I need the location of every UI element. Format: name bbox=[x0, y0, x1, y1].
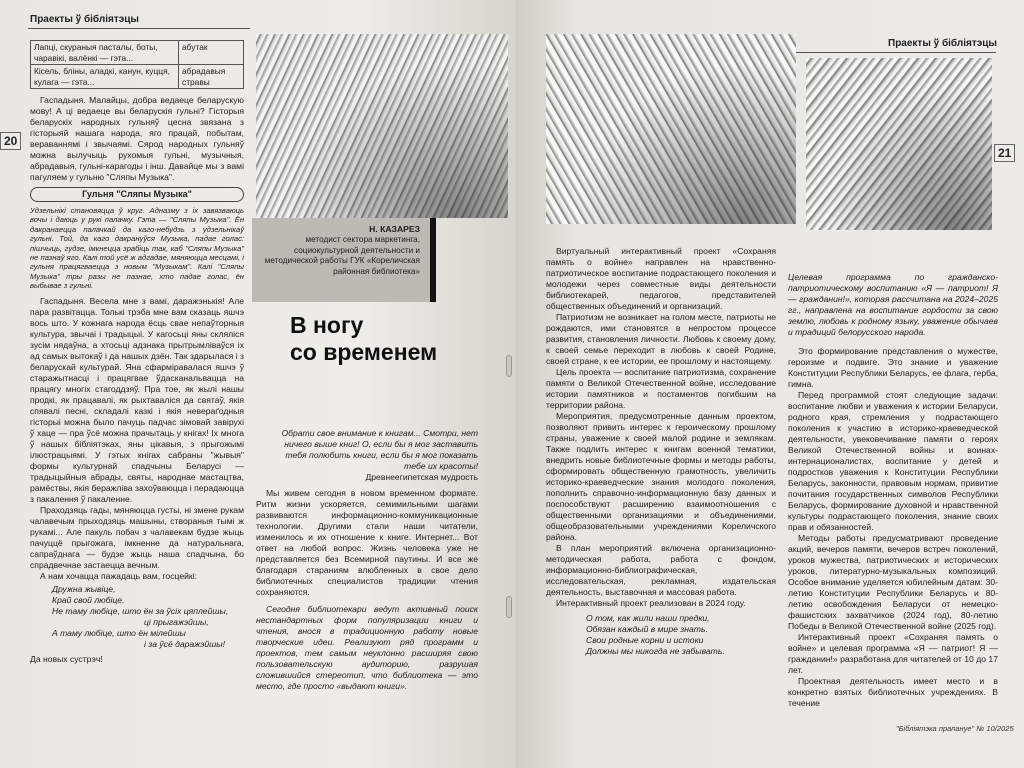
author-bar bbox=[430, 218, 436, 302]
poem-line: ці прыгажэйшы, bbox=[144, 616, 209, 627]
paragraph: Патриотизм не возникает на голом месте, патриоты не рождаются, ими становятся в непростом процессе развития, становления личности. Любовь к своему дому, к своей семье переходит в любовь к своей Родине, своей стране, к ее истории, ее прошлому и настоящему. bbox=[546, 312, 776, 366]
poem-line: Обязан каждый в мире знать. bbox=[586, 624, 708, 634]
table-row bbox=[31, 65, 244, 89]
table-row bbox=[31, 41, 244, 65]
paragraph: Цель проекта — воспитание патриотизма, сохранение памяти о Великой Отечественной войне, исследование истории памятников и постаментов погибшим на территории района. bbox=[546, 367, 776, 410]
program-note: Целевая программа по гражданско-патриотическому воспитанию «Я — патриот! Я — гражданин!», которая рассчитана на 2024–2025 гг., направлена на воспитание гордости за свою землю, любовь к родному языку, уважение обычаев и традиций белорусского народа. bbox=[788, 272, 998, 337]
epigraph-source: Древнеегипетская мудрость bbox=[365, 472, 478, 482]
poem-line: А таму любіце, што ён мілейшы bbox=[52, 627, 186, 638]
left-column-2 bbox=[256, 428, 478, 692]
books-photo bbox=[546, 34, 796, 224]
paragraph: Мы живем сегодня в новом временном формате. Ритм жизни ускоряется, семимильными шагами развиваются информационно-коммуникационные технологии. Другими стали наши читатели, изменилось и их отношение к книге. Интернет... Вот ответ на любой вопрос. Жизнь человека уже не представляется без Всемирной паутины. И все же благодаря стараниям влюбленных в свое дело библиотечных специалистов традиции чтения сохраняются. bbox=[256, 488, 478, 597]
table-cell: абрадавыя стравы bbox=[179, 65, 244, 89]
left-header-rule bbox=[28, 28, 250, 29]
right-page bbox=[516, 0, 1024, 768]
paragraph: В план мероприятий включена организационно-методическая работа, работа с фондом, информационно-библиографическая, исследовательская, рекламная, издательская деятельность, выставочная и массовая работа. bbox=[546, 543, 776, 597]
poem-line: і за ўсё даражэйшы! bbox=[144, 638, 225, 649]
paragraph: Перед программой стоят следующие задачи: воспитание любви и уважения к истории Беларуси, родного края, стремления у подрастающего поколения к участию в историко-краеведческой деятельности, увековечивание памяти о героях Великой Отечественной войны и воинах-интернационалистах, воспитание у детей и подростков уважения к Конституции Республики Беларусь, законности, правовым нормам, привитие почитания государственных символов Республики Беларусь, формирование духовной и нравственной культуры подрастающего поколения, знание своих прав и обязанностей. bbox=[788, 390, 998, 532]
paragraph: Гаспадыня. Весела мне з вамі, даражэнькія! Але пара развітацца. Толькі трэба мне вам сказаць яшчэ вось што. У кожнага народа ёсць свае непаўторныя культура, звычаі і традыцыі. У кагосьці яны скляліся зусім нядаўна, а хтосьці адзнака прытрымліваўся іх ад самых вытокаў і да нашых дзён. Так здарылася і з беларускай культурай. Яна сфарміравалася яшчэ ў старажытнасці і працягвае ўдасканальвацца на працягу многіх стагоддзяў. Пра тое, як жылі нашы продкі, як працавалі, як рыхтаваліся да святаў, якія спявалі песні, складалі казкі і якія невераґодныя гісторыі можна было пачуць падчас зімовай завірухі ў хаце — пра ўсё можна прачытаць у кнігах! Іх многа ў нашых бібліятэках, яны цікавыя, з прыгожымі ілюстрацыямі. У гэтых кнігах сабраны "жывыя" формы культурнай спадчыны Беларусі — традыцыйныя абрады, святы, народнае мастацтва, рамёствы, якія беражліва захоўваюцца і перадаюцца з пакалення ў пакаленне. bbox=[30, 295, 244, 504]
poem-line: Свои родные корни и истоки bbox=[586, 635, 704, 645]
left-header-title: Праекты ў бібліятэцы bbox=[30, 14, 139, 25]
quiz-table bbox=[30, 40, 244, 89]
footer-note: "Бібліятэка прапануе" № 10/2025 bbox=[896, 724, 1014, 733]
poem-line: Должны мы никогда не забывать. bbox=[586, 646, 725, 656]
game-description: Удзельнікі становяцца ў круг. Адназму з іх завязваюць вочы і даюць у рукі палачку. Гэта — "Сляпы Музыка". Ён дакранаецца палачкай да каго-небудзь з удзельнікаў гульні. Той, да каго дакрануўся Музыка, падае голас: пішчыць, гудзе, імкнецца зрабіць так, каб "Сляпы Музыка" не пазнаў яго. Калі той усё ж адгадае, мяняюцца месцамі, і гульня працягваецца з новым "Музыкам". Калі "Сляпы Музыка" тры разы не пазнае, хто падае голас, ён выбывае з гульні. bbox=[30, 206, 244, 291]
paragraph: Мероприятия, предусмотренные данным проектом, позволяют привить интерес к героическому прошлому страны, уважение к своей малой родине и землякам. Также подлить интерес к книгам военной тематики, внедрить новые библиотечные формы и методы работы, сформировать общественную грамотность, увеличить историко-краеведческие знания молодого поколения, пополнить справочно-информационную базу данных и поспособствуют расширению взаимоотношения с общественными организациями и объединениями, общеобразовательными учреждениями Кореличского района. bbox=[546, 411, 776, 542]
author-name: Н. КАЗАРЕЗ bbox=[369, 224, 420, 234]
paragraph: Интерактивный проект реализован в 2024 году. bbox=[556, 598, 746, 608]
right-page-number: 21 bbox=[994, 144, 1015, 162]
poem bbox=[30, 584, 244, 650]
epigraph: Обрати свое внимание к книгам... Смотри, нет ничего выше книг! О, если бы я мог заставить тебя полюбить книги, если бы я мог показать тебе их красоты! bbox=[281, 428, 478, 471]
paragraph: Виртуальный интерактивный проект «Сохраняя память о войне» направлен на нравственно-патриотическое воспитание подрастающего поколения и молодежи через совместные виды деятельности библиотекарей, педагогов, представителей общественных объединений и организаций. bbox=[546, 246, 776, 311]
farewell: Да новых сустрэч! bbox=[30, 653, 103, 664]
right-header-title: Праекты ў бібліятэцы bbox=[888, 38, 997, 49]
paragraph: Интерактивный проект «Сохраняя память о войне» и целевая программа «Я — патриот! Я — гражданин!» разработана для читателей от 10 до 17 лет. bbox=[788, 632, 998, 675]
right-column-2 bbox=[788, 272, 998, 709]
table-cell: Лапці, скураныя пасталы, боты, чаравікі, валёнкі — гэта... bbox=[31, 41, 179, 65]
table-cell: Кісель, бліны, аладкі, канун, куцця, кулага — гэта... bbox=[31, 65, 179, 89]
paragraph: Это формирование представления о мужестве, героизме и подвиге. Это знание и уважение Конституции Республики Беларусь, ее флага, герба, гимна. bbox=[788, 346, 998, 389]
article-title-line: В ногу bbox=[290, 312, 364, 338]
right-column-1 bbox=[546, 246, 776, 657]
paragraph: Методы работы предусматривают проведение акций, вечеров памяти, вечеров встреч поколений, уроков мужества, патриотических и исторических уроков, литературно-музыкальных композиций. Особое внимание уделяется юбилейным датам: 30-летию Конституции Республики Беларусь и 80-летию освобождения Беларуси от немецко-фашистских захватчиков (2024 год), 80-летию Победы в Великой Отечественной войне (2025 год). bbox=[788, 533, 998, 631]
article-title-line: со временем bbox=[290, 339, 438, 365]
staple bbox=[506, 355, 512, 377]
paragraph: Сегодня библиотекари ведут активный поиск нестандартных форм популяризации книги и чтения, внося в традиционную работу новые творческие идеи. Реализуют ряд программ и проектов, тем самым неуклонно расширяя свою пользовательскую аудиторию, разрушая сложившийся стереотип, что библиотека — это место, где просто «выдают книги». bbox=[256, 604, 478, 691]
table-cell: абутак bbox=[179, 41, 244, 65]
poem-line: О том, как жили наши предки, bbox=[586, 613, 710, 623]
paragraph: А нам хочацца пажадаць вам, госцейкі: bbox=[40, 570, 197, 581]
author-box bbox=[252, 218, 430, 302]
poem bbox=[546, 613, 776, 657]
paragraph: Проектная деятельность имеет место и в конкретно взятых библиотечных учреждениях. В течение bbox=[788, 676, 998, 708]
poem-line: Не таму любіце, што ён за ўсіх цяплейшы, bbox=[52, 605, 229, 616]
books-photo bbox=[806, 58, 992, 230]
left-page-number: 20 bbox=[0, 132, 21, 150]
books-photo bbox=[256, 34, 508, 218]
paragraph: Праходзяць гады, мяняюцца густы, ні змене рукам чалавечым прыходзяць машыны, створаныя тымі ж рукамі... Але пакуль побач з чалавекам будзе жыць пачуццё прыгожага, імкненне да натуральнага, сапраўднага — будзе жыць наша спадчына, бо спрадвечнае застаецца вечным. bbox=[30, 504, 244, 570]
staple bbox=[506, 596, 512, 618]
article-title bbox=[290, 312, 437, 366]
author-role: методист сектора маркетинга, социокультурной деятельности и методической работы ГУК «Кореличская районная библиотека» bbox=[264, 234, 420, 277]
left-column-1 bbox=[30, 40, 244, 665]
game-title: Гульня "Сляпы Музыка" bbox=[30, 187, 244, 202]
paragraph: Гаспадыня. Малайцы, добра ведаеце беларускую мову! А ці ведаеце вы беларускія гульні? Гісторыя беларускіх народных гульняў цесна звязана з гісторыяй нашага народа, яго працай, побытам, вераваннямі і звычаямі. Сярод народных гульняў можна вылучыць рухомыя гульні, музычныя, абрадавыя, гульні-карагоды і інш. Давайце мы з вамі пагуляем у гульню "Сляпы Музыка". bbox=[30, 95, 244, 182]
poem-line: Край свой любіце. bbox=[52, 594, 125, 605]
poem-line: Дружна жывіце, bbox=[52, 583, 116, 594]
